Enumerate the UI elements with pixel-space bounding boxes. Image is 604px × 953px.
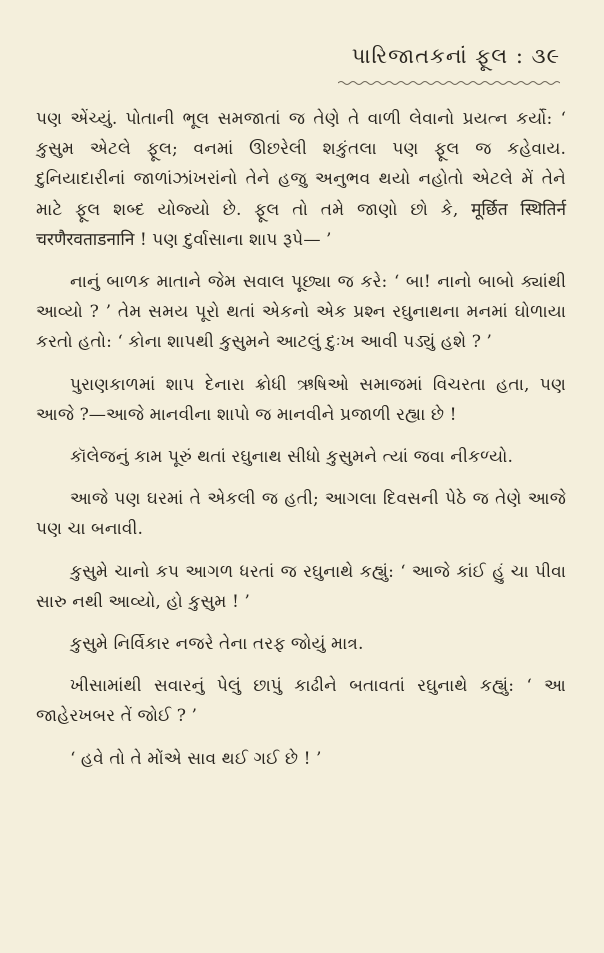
paragraph-4: કૉલેજનું કામ પૂરું થતાં રઘુનાથ સીધો કુસુમને ત્યાં જવા નીકળ્યો. — [70, 447, 513, 468]
paragraph-1: પણ એંચ્યું. પોતાની ભૂલ સમજાતાં જ તેણે તે વાળી લેવાનો પ્રયત્ન કર્યો: ‘ કુસુમ એટલે ફૂલ; વનમાં ઊછરેલી શકુંતલા પણ ફૂલ જ કહેવાય. દુનિયાદારીનાં જાળાંઝાંખરાંનો તેને હજુ અનુભવ થયો નહોતો એટલે મેં તેને માટે ફૂલ શબ્દ યોજ્યો છે. ફૂલ તો તમે જાણો છો કે, मूर्छित स्थितिर्न चरणैरवताडनानि ! પણ દુર્વાસાના શાપ રૂપે— ’ — [36, 109, 566, 250]
header-ornament-rule — [338, 80, 560, 86]
paragraph-7: કુસુમે નિર્વિકાર નજરે તેના તરફ જોયું માત્ર. — [70, 634, 364, 655]
paragraph-8: ખીસામાંથી સવારનું પેલું છાપું કાઢીને બતાવતાં રઘુનાથે કહ્યું: ‘ આ જાહેરખબર તેં જોઈ ? ’ — [36, 676, 566, 727]
paragraph-6: કુસુમે ચાનો કપ આગળ ધરતાં જ રઘુનાથે કહ્યું: ‘ આજે કાંઈ હું ચા પીવા સારુ નથી આવ્યો, હો કુસુમ ! ’ — [36, 561, 566, 612]
running-header: પારિજાતકનાં ફૂલ : ૩૯ — [351, 44, 560, 68]
paragraph-2: નાનું બાળક માતાને જેમ સવાલ પૂછ્યા જ કરે: ‘ બા! નાનો બાબો ક્યાંથી આવ્યો ? ’ તેમ સમય પૂરો થતાં એકનો એક પ્રશ્ન રઘુનાથના મનમાં ઘોળાયા કરતો હતો: ‘ કોના શાપથી કુસુમને આટલું દુઃખ આવી પડ્યું હશે ? ’ — [36, 272, 566, 353]
body-text — [36, 104, 566, 786]
paragraph-5: આજે પણ ઘરમાં તે એકલી જ હતી; આગલા દિવસની પેઠે જ તેણે આજે પણ ચા બનાવી. — [36, 489, 566, 540]
paragraph-9: ‘ હવે તો તે મોંએ સાવ થઈ ગઈ છે ! ’ — [70, 748, 322, 769]
paragraph-3: પુરાણકાળમાં શાપ દેનારા ક્રોધી ઋષિઓ સમાજમાં વિચરતા હતા, પણ આજે ?—આજે માનવીના શાપો જ માનવીને પ્રજાળી રહ્યા છે ! — [36, 374, 566, 425]
